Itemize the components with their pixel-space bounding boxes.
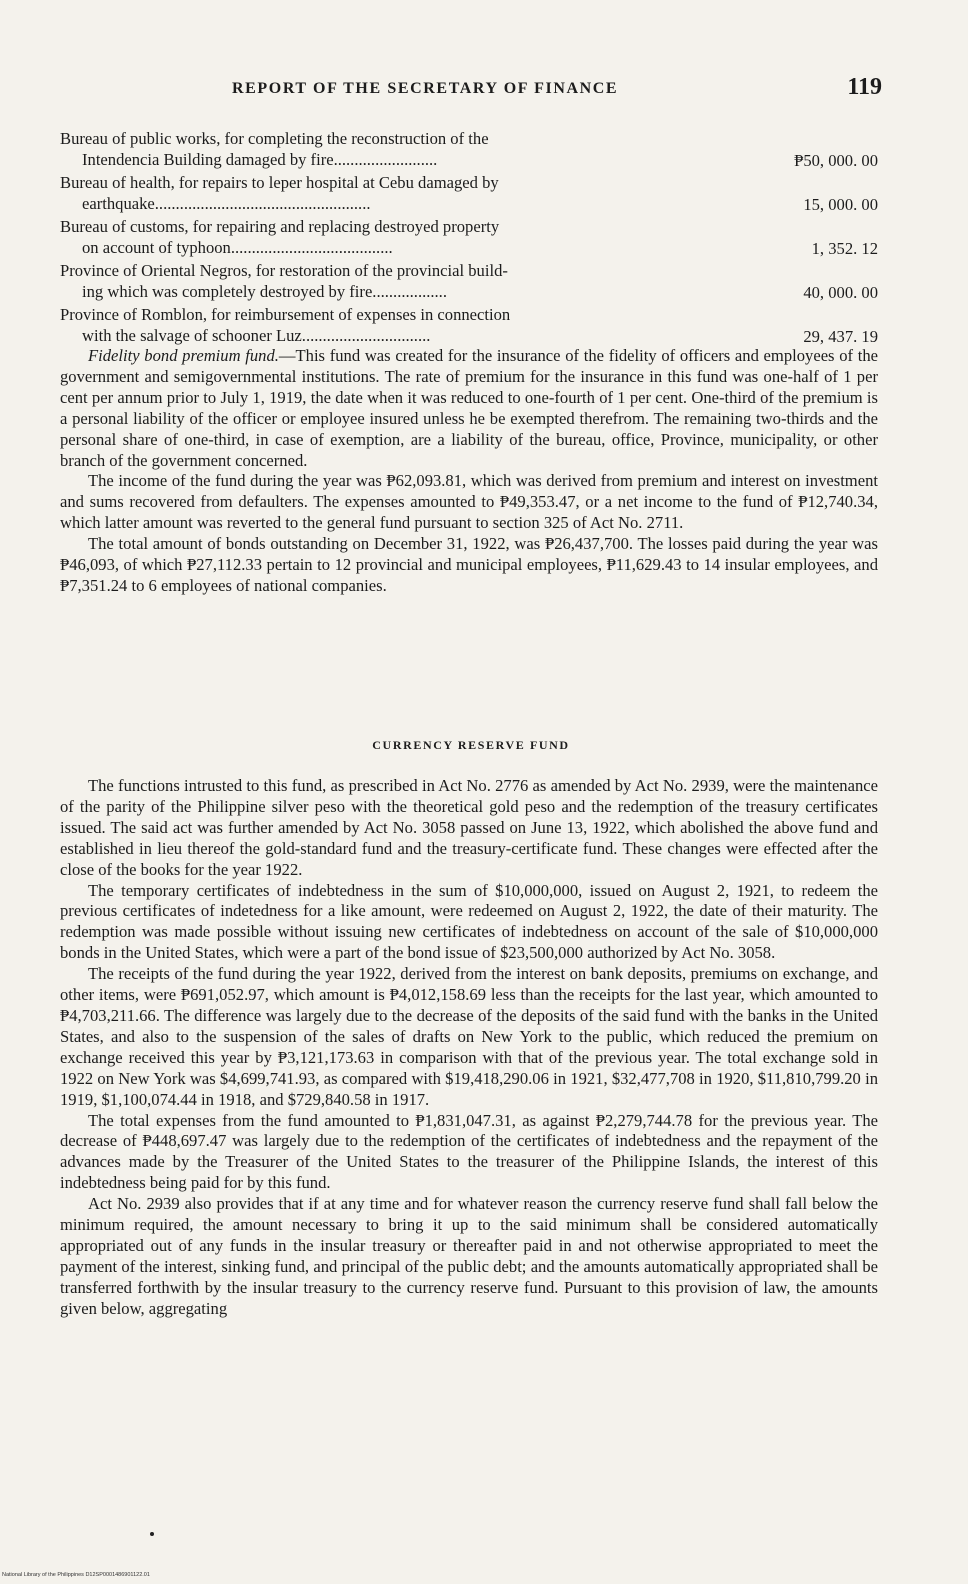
paragraph: Act No. 2939 also provides that if at any time and for whatever reason the currency reserve fund shall fall below the minimum required, the amount necessary to bring it up to the said minimum shall be considered automatically appropriated out of any funds in the insular treasury or thereafter paid in and not otherwise appropriated to meet the payment of the interest, sinking fund, and principal of the public debt; and the amounts automatically appropriated shall be transferred forthwith by the insular treasury to the currency reserve fund. Pursuant to this provision of law, the amounts given below, aggregating (60, 1194, 878, 1318)
item-line: earthquake.................................................... (82, 194, 371, 213)
item-amount: 29, 437. 19 (803, 327, 878, 346)
paragraph: The receipts of the fund during the year 1922, derived from the interest on bank deposits, premiums on exchange, and other items, were ₱691,052.97, which amount is ₱4,012,158.69 less than the receipts for the last year, which amounted to ₱4,703,211.66. The difference was largely due to the decrease of the deposits of the said fund with the banks in the United States, and also to the suspension of the sales of drafts on New York to the public, which reduced the premium on exchange received this year by ₱3,121,173.63 in comparison with that of the previous year. The total exchange sold in 1922 on New York was $4,699,741.93, as compared with $19,418,290.06 in 1921, $32,477,708 in 1920, $11,810,799.20 in 1919, $1,100,074.44 in 1918, and $729,840.58 in 1917. (60, 964, 878, 1109)
appropriation-item (60, 172, 882, 216)
item-amount: 40, 000. 00 (803, 283, 878, 302)
item-line: Intendencia Building damaged by fire......................... (82, 150, 438, 169)
section-title: CURRENCY RESERVE FUND (372, 738, 570, 752)
paragraph (60, 346, 878, 471)
running-head: REPORT OF THE SECRETARY OF FINANCE (232, 80, 619, 97)
item-amount: 1, 352. 12 (811, 239, 878, 258)
item-line: Province of Romblon, for reimbursement of expenses in connection (60, 305, 511, 324)
paragraph: The temporary certificates of indebtedness in the sum of $10,000,000, issued on August 2, 1921, to redeem the previous certificates of indetedness for a like amount, were redeemed on August 2, 1922, the date of their maturity. The redemption was made possible without issuing new certificates of indebtedness on account of the sale of $10,000,000 bonds in the United States, which were a part of the bond issue of $23,500,000 authorized by Act No. 3058. (60, 880, 878, 963)
scan-footer: National Library of the Philippines D12SP0001486901122.01 (2, 1572, 150, 1578)
item-line: Bureau of public works, for completing the reconstruction of the (60, 129, 489, 148)
page-number: 119 (847, 74, 882, 100)
appropriation-item (60, 304, 882, 348)
item-line: with the salvage of schooner Luz............................... (82, 326, 431, 345)
appropriation-item (60, 216, 882, 260)
ink-mark (150, 1532, 154, 1536)
item-amount: ₱50, 000. 00 (794, 151, 878, 170)
paragraph: The functions intrusted to this fund, as prescribed in Act No. 2776 as amended by Act No. 2939, were the maintenance of the parity of the Philippine silver peso with the theoretical gold peso and the redemption of the treasury certificates issued. The said act was further amended by Act No. 3058 passed on June 13, 1922, which abolished the above fund and established in lieu thereof the gold-standard fund and the treasury-certificate fund. These changes were effected after the close of the books for the year 1922. (60, 776, 878, 879)
currency-section (60, 776, 878, 1320)
paragraph: The income of the fund during the year was ₱62,093.81, which was derived from premium and interest on investment and sums recovered from defaulters. The expenses amounted to ₱49,353.47, or a net income to the fund of ₱12,740.34, which latter amount was reverted to the general fund pursuant to section 325 of Act No. 2711. (60, 471, 878, 533)
appropriation-item (60, 128, 882, 172)
item-line: Province of Oriental Negros, for restoration of the provincial build- (60, 261, 508, 280)
section-heading: Fidelity bond premium fund. (88, 346, 279, 365)
item-line: Bureau of customs, for repairing and replacing destroyed property (60, 217, 500, 236)
page-header (60, 74, 882, 104)
item-amount: 15, 000. 00 (803, 195, 878, 214)
item-line: Bureau of health, for repairs to leper hospital at Cebu damaged by (60, 173, 499, 192)
item-line: ing which was completely destroyed by fire.................. (82, 282, 447, 301)
paragraph: The total amount of bonds outstanding on December 31, 1922, was ₱26,437,700. The losses paid during the year was ₱46,093, of which ₱27,112.33 pertain to 12 provincial and municipal employees, ₱11,629.43 to 14 insular employees, and ₱7,351.24 to 6 employees of national companies. (60, 534, 878, 595)
appropriation-item (60, 260, 882, 304)
appropriations-list (60, 128, 882, 348)
paragraph: The total expenses from the fund amounted to ₱1,831,047.31, as against ₱2,279,744.78 for the previous year. The decrease of ₱448,697.47 was largely due to the redemption of the certificates of indebtedness and the repayment of the advances made by the Treasurer of the United States to the treasurer of the Philippine Islands, the interest of this indebtedness being paid for by this fund. (60, 1110, 878, 1193)
fidelity-section (60, 346, 878, 597)
paragraph-text: —This fund was created for the insurance of the fidelity of officers and employees of the government and semigovernmental institutions. The rate of premium for the insurance in this fund was one-half of 1 per cent per annum prior to July 1, 1919, the date when it was reduced to one-fourth of 1 per cent. One-third of the premium is a personal liability of the officer or employee insured unless he be exempted therefrom. The remaining two-thirds and the personal share of one-third, in case of exemption, are a liability of the bureau, office, Province, municipality, or other branch of the government concerned. (60, 346, 879, 470)
item-line: on account of typhoon....................................... (82, 238, 393, 257)
